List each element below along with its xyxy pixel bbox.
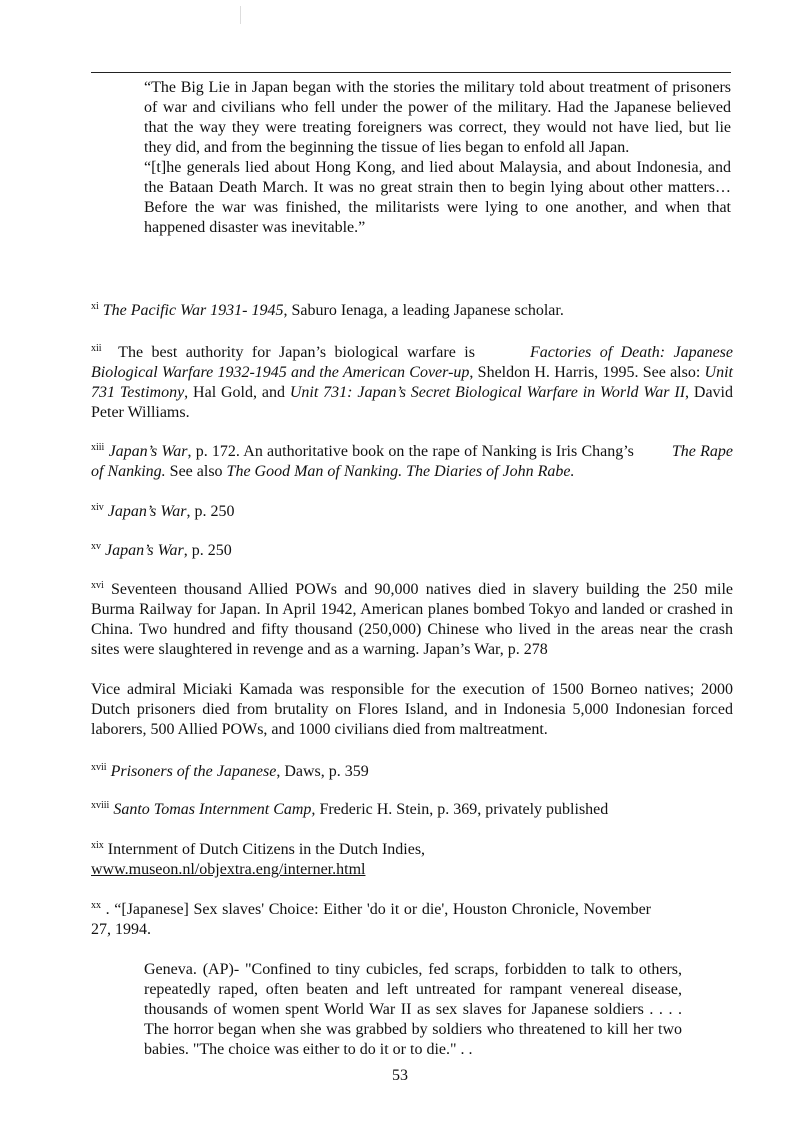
footnote-title: Japan’s War [107,503,187,520]
footnote-text: , p. 250 [186,503,235,520]
footnote-marker: xiv [91,502,104,513]
footnote-title: Japan’s War [108,443,188,460]
footnote-text: , Saburo Ienaga, a leading Japanese scholar. [283,302,564,319]
page-number: 53 [392,1067,408,1084]
footnote-marker: xvi [91,580,104,591]
scan-mark [240,6,241,24]
footnote-xi [91,301,733,321]
footnote-title: The Rape of Nanking. [91,443,734,480]
block-quote-1 [91,78,731,238]
footnote-title: The Pacific War 1931- 1945 [102,302,284,319]
footnote-text: , p. 172. An authoritative book on the rape of Nanking is Iris Chang’s [187,443,634,460]
footnote-xvi-continuation [91,680,733,740]
footnote-xvii [91,762,733,782]
quote-paragraph-3: Geneva. (AP)- "Confined to tiny cubicles, fed scraps, forbidden to talk to others, repeatedly raped, often beaten and left untreated for rampant venereal disease, thousands of women spent World War II as sex slaves for Japanese soldiers . . . . The horror began when she was grabbed by soldiers who threatened to kill her two babies. "The choice was either to do it or to die." . . [144,961,682,1058]
museon-link[interactable]: www.museon.nl/objextra.eng/interner.html [91,861,366,878]
footnote-marker: xi [91,301,99,312]
footnote-text: , p. 250 [183,542,232,559]
footnote-text: The best authority for Japan’s biological warfare is [118,344,475,361]
footnote-title: Unit 731 Testimony [91,364,733,401]
footnote-marker: xix [91,840,104,851]
footnote-xiv [91,502,733,522]
footnote-title: Prisoners of the Japanese [110,763,277,780]
footnote-xviii [91,800,733,820]
footnote-marker: xiii [91,442,105,453]
footnote-title: Factories of Death: Japanese Biological Warfare 1932-1945 and the American Cover-up [91,344,734,381]
footnote-text: , David Peter Williams. [91,384,733,421]
footnote-xix [91,840,733,880]
footnote-xvi [91,580,733,660]
footnote-xv [91,541,733,561]
footnote-xiii [91,442,733,482]
footnote-text: Internment of Dutch Citizens in the Dutch Indies, [107,841,426,858]
footnote-marker: xvii [91,762,107,773]
footnote-xii [91,343,733,423]
quote-paragraph-1: “The Big Lie in Japan began with the stories the military told about treatment of prisoners of war and civilians who fell under the power of the military. Had the Japanese believed that the way they were treating foreigners was correct, they would not have lied, but lie they did, and from the beginning the tissue of lies began to enfold all Japan. [144,79,731,156]
footnote-title: Unit 731: Japan’s Secret Biological Warfare in World War II [289,384,686,401]
footnote-title: Santo Tomas Internment Camp, [113,801,316,818]
footnote-marker: xviii [91,800,110,811]
footnote-xx [91,900,651,940]
footnote-text: Seventeen thousand Allied POWs and 90,000 natives died in slavery building the 250 mile Burma Railway for Japan. In April 1942, American planes bombed Tokyo and landed or crashed in China. Two hundred and fifty thousand (250,000) Chinese who lived in the areas near the crash sites were slaughtered in revenge and as a warning. Japan’s War, p. 278 [91,581,734,658]
quote-paragraph-2: “[t]he generals lied about Hong Kong, and lied about Malaysia, and about Indonesia, and the Bataan Death March. It was no great strain then to begin lying about other matters…Before the war was finished, the militarists were lying to one another, and when that happened disaster was inevitable.” [144,159,731,236]
footnote-marker: xx [91,900,101,911]
footnote-title: The Good Man of Nanking. The Diaries of John Rabe. [226,463,575,480]
footnote-separator-rule [91,72,731,73]
footnote-text: , Sheldon H. Harris, 1995. See also: [469,364,705,381]
footnote-text: Frederic H. Stein, p. 369, privately published [315,801,609,818]
footnote-text: Vice admiral Miciaki Kamada was responsible for the execution of 1500 Borneo natives; 2000 Dutch prisoners died from brutality on Flores Island, and in Indonesia 5,000 Indonesian forced laborers, 500 Allied POWs, and 1000 civilians died from maltreatment. [91,681,733,738]
footnote-title: Japan’s War [105,542,184,559]
footnote-text: . “[Japanese] Sex slaves' Choice: Either 'do it or die', Houston Chronicle, November 27, 1994. [91,901,652,938]
footnote-marker: xii [91,343,102,354]
footnote-text: , Daws, p. 359 [276,763,369,780]
footnote-text: , Hal Gold, and [184,384,290,401]
footnote-marker: xv [91,541,101,552]
footnote-text: See also [165,463,227,480]
block-quote-2 [144,960,682,1060]
